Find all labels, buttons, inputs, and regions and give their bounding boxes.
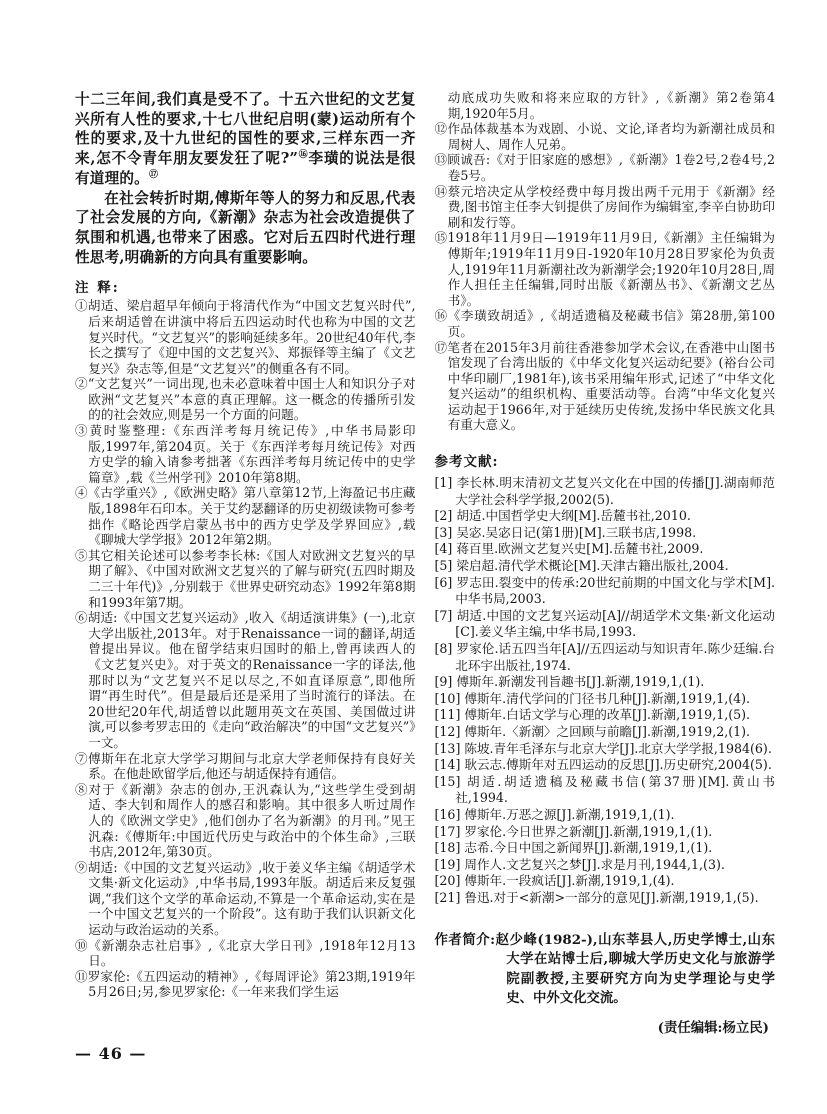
note-item-7: ⑦傅斯年在北京大学学习期间与北京大学老师保持有良好关系。在他赴欧留学后,他还与胡适保持有通信。 <box>75 750 416 782</box>
reference-item-9: [9] 傅斯年.新潮发刊旨趣书[J].新潮,1919,1,(1). <box>434 674 705 690</box>
note-item-11: ⑪罗家伦:《五四运动的精神》,《每周评论》第23期,1919年5月26日;另,参见罗家伦:《一年来我们学生运 <box>75 968 416 1000</box>
reference-item-17: [17] 罗家伦.今日世界之新潮[J].新潮,1919,1,(1). <box>434 823 713 839</box>
reference-item-14: [14] 耿云志.傅斯年对五四运动的反思[J].历史研究,2004(5). <box>434 757 772 773</box>
reference-item-12: [12] 傅斯年.〈新潮〉之回顾与前瞻[J].新潮,1919,2,(1). <box>434 723 751 739</box>
note-item-14: ⑭蔡元培决定从学校经费中每月拨出两千元用于《新潮》经费,图书馆主任李大钊提供了房间作为编辑室,李辛白协助印刷和发行等。 <box>434 183 775 230</box>
note-item-16: ⑯《李璜致胡适》,《胡适遗稿及秘藏书信》第28册,第100页。 <box>434 308 775 339</box>
references-header: 参考文献: <box>434 454 499 471</box>
reference-item-5: [5] 梁启超.清代学术概论[M].天津古籍出版社,2004. <box>434 558 729 574</box>
reference-item-11: [11] 傅斯年.白话文学与心理的改革[J].新潮,1919,1,(5). <box>434 707 751 723</box>
reference-item-10: [10] 傅斯年.清代学问的门径书几种[J].新潮,1919,1,(4). <box>434 690 751 706</box>
notes-header: 注 释: <box>75 280 120 297</box>
reference-item-21: [21] 鲁迅.对于<新潮>一部分的意见[J].新潮,1919,1,(5). <box>434 889 759 905</box>
note-item-2: ②“文艺复兴”一词出现,也未必意味着中国士人和知识分子对欧洲“文艺复兴”本意的真正理解。这一概念的传播所引发的的社会效应,则是另一个方面的问题。 <box>75 376 416 423</box>
reference-item-4: [4] 蒋百里.欧洲文艺复兴史[M].岳麓书社,2009. <box>434 541 704 557</box>
note-item-12: ⑫作品体裁基本为戏剧、小说、文论,译者均为新潮社成员和周树人、周作人兄弟。 <box>434 121 775 152</box>
note-item-1: ①胡适、梁启超早年倾向于将清代作为“中国文艺复兴时代”,后来胡适曾在讲演中将后五四运动时代也称为中国的文艺复兴时代。“文艺复兴”的影响延续多年。20世纪40年代,李长之撰写了《迎中国的文艺复兴》、郑振铎等主编了《文艺复兴》杂志等,但是“文艺复兴”的侧重各有不同。 <box>75 298 416 376</box>
note-item-13: ⑬顾诚吾:《对于旧家庭的感想》,《新潮》1卷2号,2卷4号,2卷5号。 <box>434 152 775 183</box>
intro-section <box>75 90 416 267</box>
note-item-8: ⑧对于《新潮》杂志的创办,王汎森认为,“这些学生受到胡适、李大钊和周作人的感召和影响。其中很多人听过周作人的《欧洲文学史》,他们创办了名为新潮》的月刊。”见王汎森:《傅斯年:中国近代历史与政治中的个体生命》,三联书店,2012年,第30页。 <box>75 781 416 860</box>
right-column <box>435 90 776 1036</box>
reference-item-18: [18] 志希.今日中国之新闻界[J].新潮,1919,1,(1). <box>434 840 713 856</box>
reference-item-15: [15] 胡适.胡适遗稿及秘藏书信(第37册)[M].黄山书社,1994. <box>434 773 775 806</box>
note-item-11-continuation: 动底成功失败和将来应取的方针》,《新潮》第2卷第4期,1920年5月。 <box>447 90 775 121</box>
intro-paragraph-2: 在社会转折时期,傅斯年等人的努力和反思,代表了社会发展的方向,《新潮》杂志为社会改造提供了氛围和机遇,也带来了困惑。它对后五四时代进行理性思考,明确新的方向具有重要影响。 <box>75 189 416 266</box>
reference-item-8: [8] 罗家伦.话五四当年[A]//五四运动与知识青年.陈少廷编.台北环宇出版社,1974. <box>434 641 775 673</box>
reference-item-6: [6] 罗志田.裂变中的传承:20世纪前期的中国文化与学术[M].中华书局,2003. <box>434 574 775 607</box>
page-number: — 46 — <box>75 1044 147 1063</box>
note-item-17: ⑰笔者在2015年3月前往香港参加学术会议,在香港中山图书馆发现了台湾出版的《中华文化复兴运动纪要》(裕台公司中华印刷厂,1981年),该书采用编年形式,记述了“中华文化复兴运动”的组织机构、重要活动等。台湾“中华文化复兴运动起于1966年,对于延续历史传统,发扬中华民族文化具有重大意义。 <box>434 339 775 433</box>
reference-item-1: [1] 李长林.明末清初文艺复兴文化在中国的传播[J].湖南师范大学社会科学学报,2002(5). <box>434 475 775 507</box>
note-item-5: ⑤其它相关论述可以参考李长林:《国人对欧洲文艺复兴的早期了解》、《中国对欧洲文艺复兴的了解与研究(五四时期及二三十年代)》,分别载于《世界史研究动态》1992年第8期和1993年第7期。 <box>75 547 416 610</box>
author-bio <box>435 931 776 1009</box>
note-item-10: ⑩《新潮杂志社启事》,《北京大学日刊》,1918年12月13日。 <box>75 937 416 969</box>
author-bio-text: 赵少峰(1982-),山东莘县人,历史学博士,山东大学在站博士后,聊城大学历史文化与旅游学院副教授,主要研究方向为史学理论与史学史、中外文化交流。 <box>495 931 775 1006</box>
reference-item-16: [16] 傅斯年.万恶之源[J].新潮,1919,1,(1). <box>434 806 675 822</box>
reference-item-2: [2] 胡适.中国哲学史大纲[M].岳麓书社,2010. <box>434 508 691 524</box>
editor-note: (责任编辑:杨立民) <box>657 1019 769 1036</box>
intro-paragraph-1: 十二三年间,我们真是受不了。十五六世纪的文艺复兴所有人性的要求,十七八世纪启明(蒙)运动所有个性的要求,及十九世纪的国性的要求,三样东西一齐来,怎不令青年朋友要发狂了呢?”⑯李璜的说法是很有道理的。⑰ <box>75 91 416 187</box>
reference-item-3: [3] 吴宓.吴宓日记(第1册)[M].三联书店,1998. <box>434 524 697 540</box>
reference-item-19: [19] 周作人.文艺复兴之梦[J].求是月刊,1944,1,(3). <box>434 856 725 872</box>
note-item-9: ⑨胡适:《中国的文艺复兴运动》,收于姜义华主编《胡适学术文集·新文化运动》,中华书局,1993年版。胡适后来反复强调,“我们这个文学的革命运动,不算是一个革命运动,实在是一个中国文艺复兴的一个阶段”。这有助于我们认识新文化运动与政治运动的关系。 <box>75 859 416 938</box>
author-bio-label: 作者简介: <box>434 931 496 948</box>
two-column-layout <box>75 90 775 1036</box>
note-ref-16: ⑯ <box>298 150 309 161</box>
note-item-4: ④《古学重兴》,《欧洲史略》第八章第12节,上海盈记书庄藏版,1898年石印本。关于艾约瑟翻译的历史初级读物可参考拙作《略论西学启蒙丛书中的西方史学及学界回应》,载《聊城大学学报》2012年第2期。 <box>75 485 416 548</box>
note-ref-17: ⑰ <box>148 169 159 180</box>
reference-item-20: [20] 傅斯年.一段疯话[J].新潮,1919,1,(4). <box>434 873 675 889</box>
reference-item-13: [13] 陈坡.青年毛泽东与北京大学[J].北京大学学报,1984(6). <box>434 740 772 756</box>
reference-item-7: [7] 胡适.中国的文艺复兴运动[A]//胡适学术文集·新文化运动[C].姜义华主编,中华书局,1993. <box>434 607 775 640</box>
note-item-15: ⑮1918年11月9日—1919年11月9日,《新潮》主任编辑为傅斯年;1919年11月9日-1920年10月28日罗家伦为负责人,1919年11月新潮社改为新潮学会;1920年10月28日,周作人担任主任编辑,同时出版《新潮丛书》、《新潮文艺丛书》。 <box>434 230 775 308</box>
note-item-6: ⑥胡适:《中国文艺复兴运动》,收入《胡适演讲集》(一),北京大学出版社,2013年。对于Renaissance一词的翻译,胡适曾提出异议。他在留学结束归国时的船上,曾再读西人的《文艺复兴史》。对于英文的Renaissance一字的译法,他那时以为“文艺复兴不足以尽之,不如直译原意”,即他所谓“再生时代”。但是最后还是采用了当时流行的译法。在20世纪20年代,胡适曾以此题用英文在英国、美国做过讲演,可以参考罗志田的《走向“政治解决”的中国“文艺复兴”》一文。 <box>75 610 416 750</box>
note-item-3: ③黄时鉴整理:《东西洋考每月统记传》,中华书局影印版,1997年,第204页。关于《东西洋考每月统记传》对西方史学的输入请参考拙著《东西洋考每月统记传中的史学篇章》,载《兰州学刊》2010年第8期。 <box>75 423 416 485</box>
left-column <box>75 90 416 1036</box>
